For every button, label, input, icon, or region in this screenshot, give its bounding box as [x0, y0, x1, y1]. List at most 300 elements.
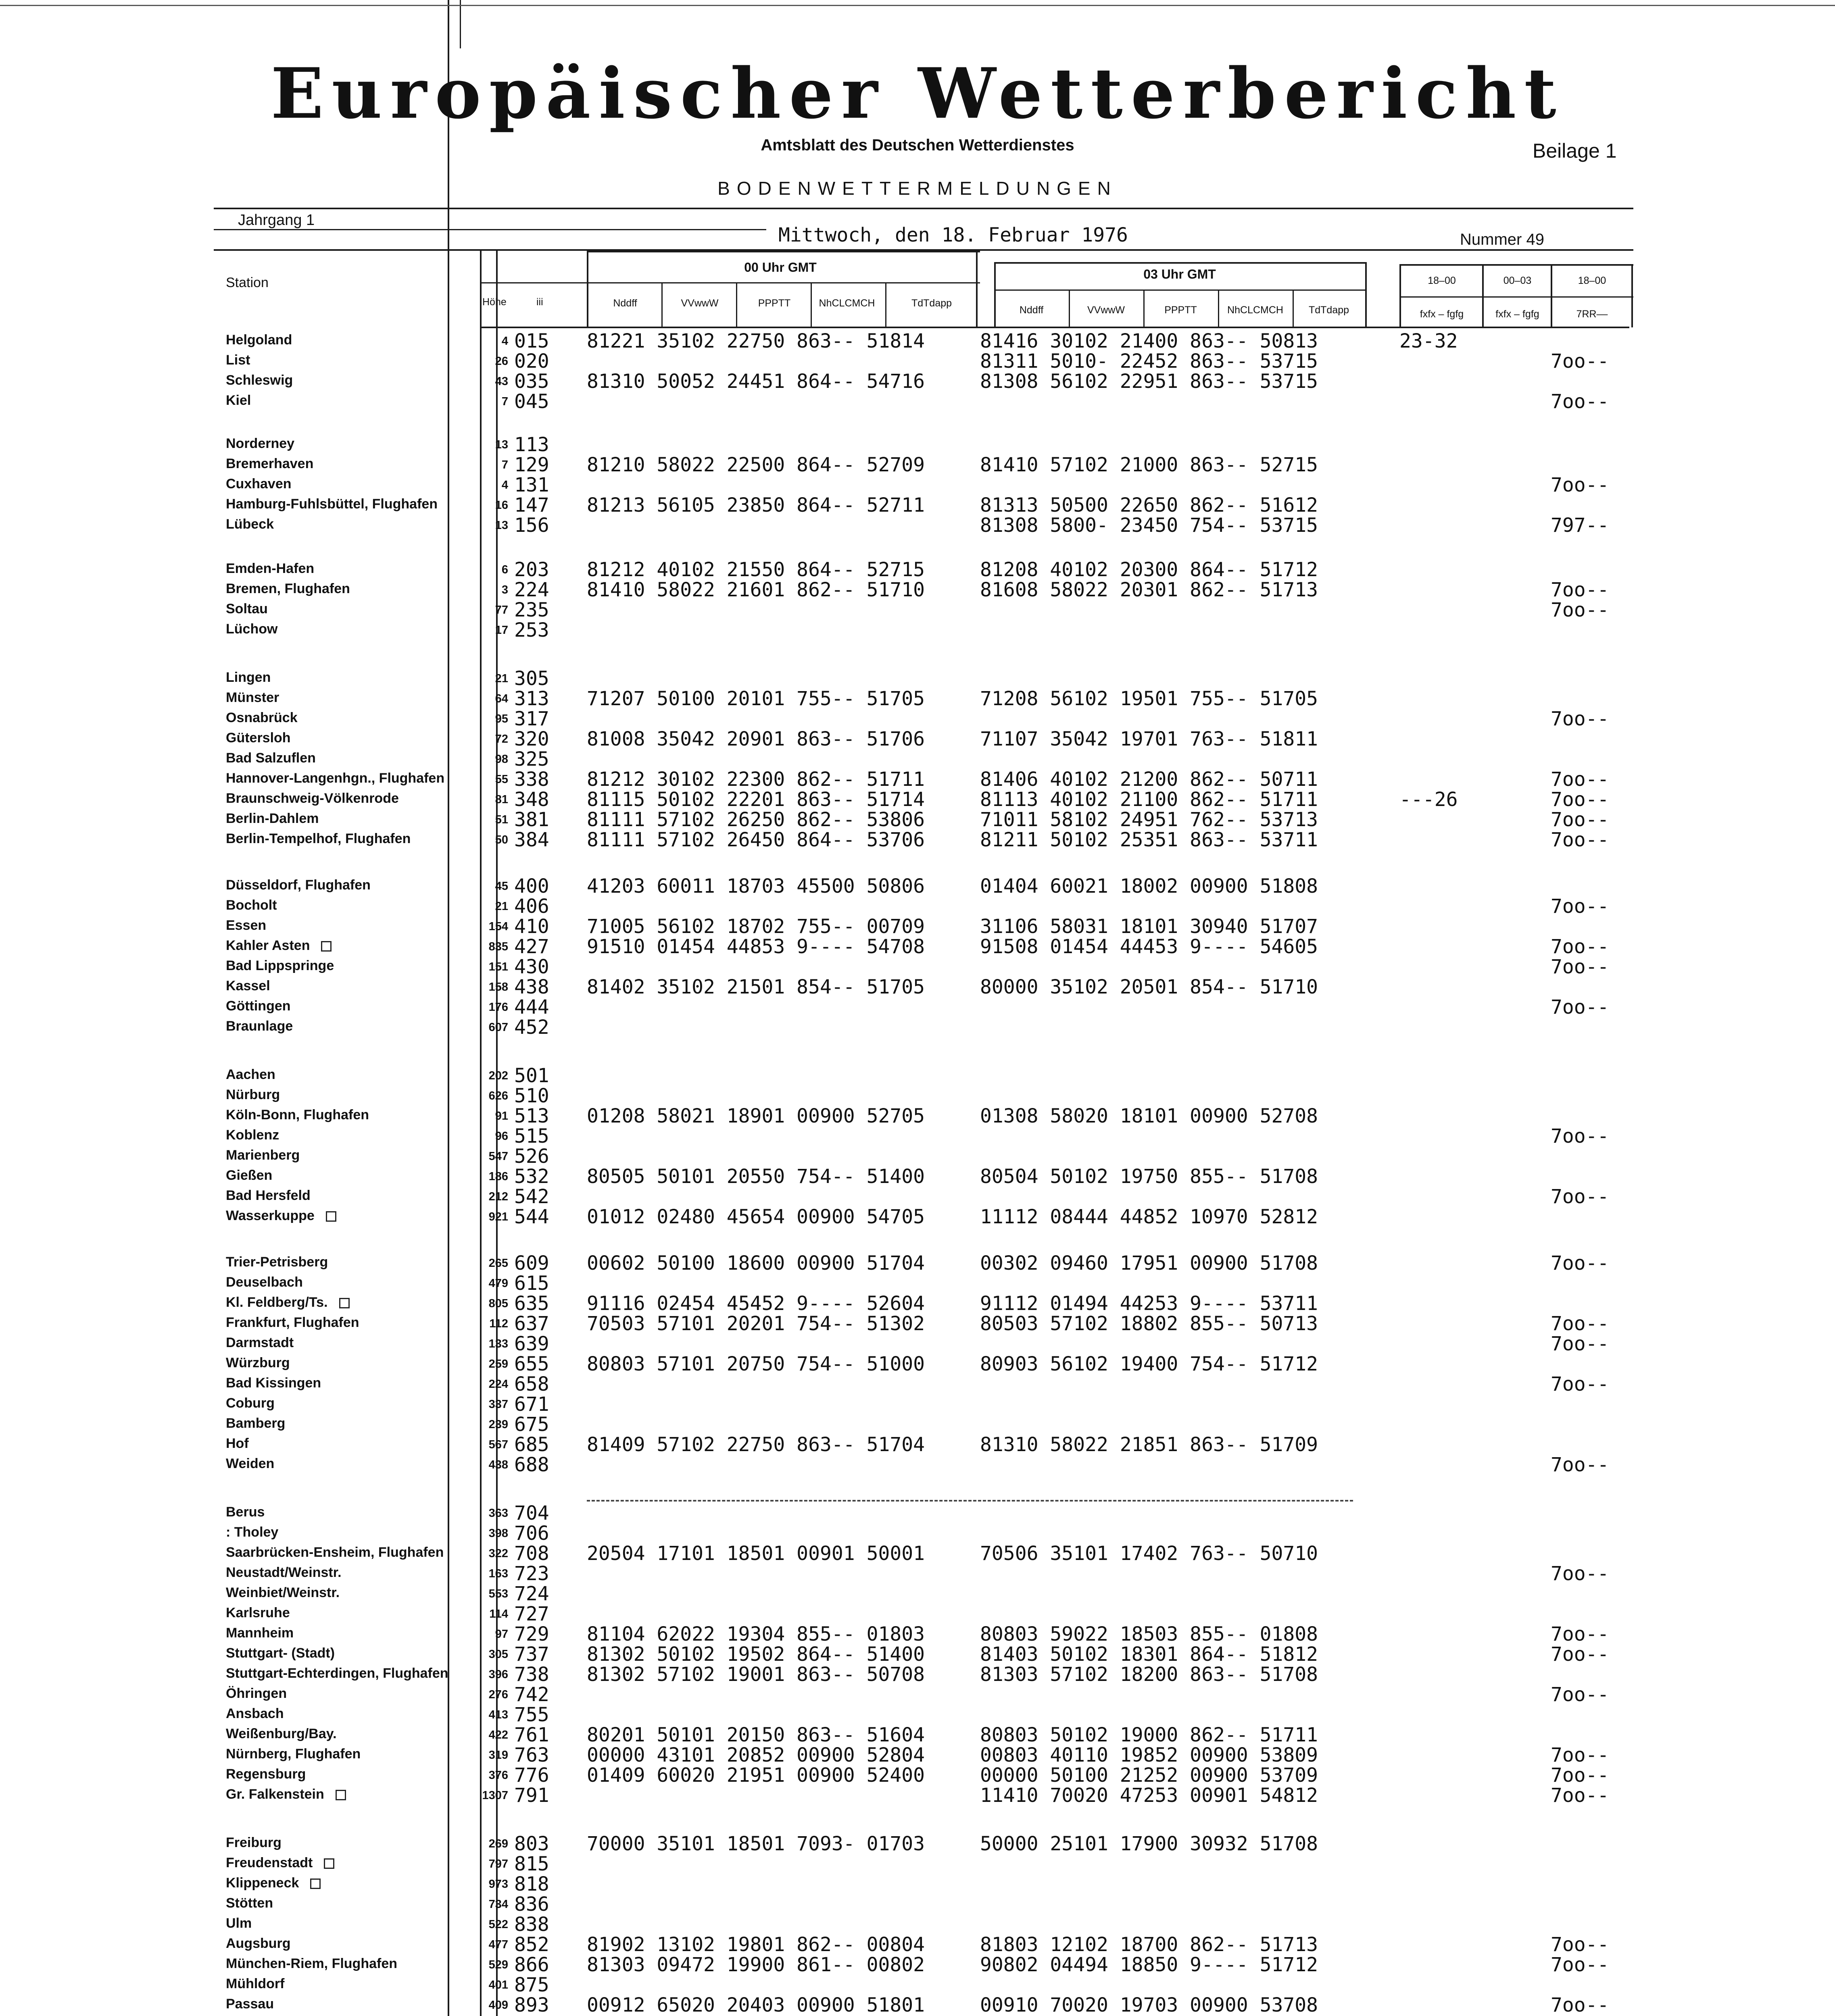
table-row	[0, 1873, 1835, 1894]
station-number: 235	[514, 599, 549, 621]
station-name: Frankfurt, Flughafen	[226, 1315, 359, 1330]
table-row	[0, 687, 1835, 708]
obs-00-utc: 81409 57102 22750 863-- 51704	[587, 1433, 925, 1456]
obs-03-utc: 80803 59022 18503 855-- 01808	[980, 1623, 1318, 1645]
obs-03-utc: 70506 35101 17402 763-- 50710	[980, 1542, 1318, 1565]
header-rule	[214, 229, 766, 230]
station-name: Lingen	[226, 670, 271, 685]
obs-00-utc: 71207 50100 20101 755-- 51705	[587, 687, 925, 710]
station-number: 838	[514, 1913, 549, 1936]
station-elevation: 186	[488, 1170, 508, 1183]
station-name-cell	[226, 516, 274, 532]
obs-00-utc: 41203 60011 18703 45500 50806	[587, 875, 925, 898]
table-row	[0, 1145, 1835, 1166]
station-elevation: 413	[488, 1708, 508, 1721]
station-name: Gießen	[226, 1168, 273, 1183]
table-row	[0, 1105, 1835, 1126]
precip-18-00: 7oo--	[1551, 1312, 1609, 1335]
empty-square-icon	[310, 1879, 321, 1889]
station-name: Bremen, Flughafen	[226, 581, 350, 596]
table-row	[0, 1522, 1835, 1543]
station-number: 501	[514, 1064, 549, 1087]
station-name: Ulm	[226, 1916, 252, 1931]
station-name-cell	[226, 1335, 294, 1351]
station-number: 045	[514, 390, 549, 413]
station-elevation: 396	[488, 1668, 508, 1681]
obs-00-utc: 20504 17101 18501 00901 50001	[587, 1542, 925, 1565]
station-name: Mannheim	[226, 1625, 294, 1641]
dashed-separator	[587, 1500, 1353, 1502]
station-elevation: 398	[488, 1527, 508, 1540]
station-elevation: 4	[501, 335, 508, 348]
col-tdtdapp: TdTdapp	[911, 298, 952, 309]
column-rule	[661, 282, 663, 327]
station-name: Klippeneck	[226, 1875, 299, 1891]
gust-18-00: ---26	[1399, 788, 1458, 811]
station-name-cell	[226, 1956, 397, 1972]
station-elevation: 3	[501, 583, 508, 596]
station-elevation: 64	[495, 692, 508, 705]
station-name-cell	[226, 1895, 273, 1911]
precip-18-00: 7oo--	[1551, 1784, 1609, 1807]
station-elevation: 7	[501, 458, 508, 471]
station-number: 444	[514, 996, 549, 1018]
table-row	[0, 1913, 1835, 1934]
col-nhclcmch: NhCLCMCH	[819, 298, 875, 309]
station-name-cell	[226, 561, 314, 577]
station-number: 708	[514, 1542, 549, 1565]
station-name: Kl. Feldberg/Ts.	[226, 1295, 328, 1310]
station-number: 803	[514, 1833, 549, 1855]
station-number: 671	[514, 1393, 549, 1416]
section-title: BODENWETTERMELDUNGEN	[717, 178, 1118, 199]
table-row	[0, 1542, 1835, 1563]
station-elevation: 212	[488, 1190, 508, 1203]
obs-00-utc: 80803 57101 20750 754-- 51000	[587, 1353, 925, 1375]
obs-03-utc: 81303 57102 18200 863-- 51708	[980, 1663, 1318, 1686]
table-row	[0, 895, 1835, 916]
station-elevation: 224	[488, 1378, 508, 1391]
station-name-cell	[226, 1686, 287, 1702]
obs-03-utc: 90802 04494 18850 9---- 51712	[980, 1954, 1318, 1976]
precip-18-00: 7oo--	[1551, 1185, 1609, 1208]
station-name-cell	[226, 373, 293, 388]
station-name-cell	[226, 811, 319, 827]
station-elevation: 567	[488, 1438, 508, 1451]
station-name: Schleswig	[226, 373, 293, 388]
station-column-header: Station	[226, 275, 269, 290]
station-number: 658	[514, 1373, 549, 1395]
station-elevation: 337	[488, 1398, 508, 1411]
station-name-cell	[226, 1835, 282, 1851]
station-name: Norderney	[226, 436, 295, 451]
station-name: Kahler Asten	[226, 938, 310, 953]
station-elevation: 151	[488, 960, 508, 973]
precip-18-00: 7oo--	[1551, 935, 1609, 958]
obs-00-utc: 01409 60020 21951 00900 52400	[587, 1764, 925, 1787]
station-name: Hannover-Langenhgn., Flughafen	[226, 771, 445, 786]
station-elevation: 96	[495, 1130, 508, 1143]
station-elevation: 6	[501, 563, 508, 576]
gust-18-00: 23-32	[1399, 330, 1458, 352]
table-row	[0, 1704, 1835, 1724]
precip-18-00: 7oo--	[1551, 1643, 1609, 1666]
table-row	[0, 1413, 1835, 1434]
page-title: Europäischer Wetterbericht	[271, 52, 1564, 134]
station-name: Mühldorf	[226, 1976, 285, 1991]
station-name-cell	[226, 1436, 249, 1452]
station-number: 203	[514, 558, 549, 581]
station-elevation: 265	[488, 1257, 508, 1270]
station-name-cell	[226, 1916, 252, 1931]
station-number: 015	[514, 330, 549, 352]
station-name-cell	[226, 476, 292, 492]
station-name-cell	[226, 601, 268, 617]
station-name: Saarbrücken-Ensheim, Flughafen	[226, 1545, 444, 1560]
station-name: Kassel	[226, 978, 270, 993]
station-elevation: 114	[489, 1608, 508, 1620]
table-row	[0, 1562, 1835, 1583]
station-number: 320	[514, 728, 549, 750]
station-number: 836	[514, 1893, 549, 1916]
obs-00-utc: 91510 01454 44853 9---- 54708	[587, 935, 925, 958]
station-elevation: 973	[488, 1878, 508, 1891]
table-row	[0, 514, 1835, 535]
precip-18-00: 7oo--	[1551, 1562, 1609, 1585]
station-number: 635	[514, 1292, 549, 1315]
precip-18-00: 7oo--	[1551, 1764, 1609, 1787]
col-18-00-a-sub: fxfx – fgfg	[1420, 308, 1464, 320]
margin-rule	[460, 0, 461, 48]
station-elevation: 91	[495, 1110, 508, 1123]
station-name-cell	[226, 958, 334, 974]
station-name: Passau	[226, 1996, 274, 2012]
station-name-cell	[226, 1766, 306, 1782]
obs-03-utc: 81310 58022 21851 863-- 51709	[980, 1433, 1318, 1456]
station-number: 688	[514, 1454, 549, 1476]
column-rule	[1551, 264, 1552, 327]
station-number: 513	[514, 1105, 549, 1127]
obs-00-utc: 71005 56102 18702 755-- 00709	[587, 915, 925, 938]
station-number: 156	[514, 514, 549, 537]
empty-square-icon	[324, 1858, 334, 1869]
table-row	[0, 1583, 1835, 1604]
obs-03-utc: 11410 70020 47253 00901 54812	[980, 1784, 1318, 1807]
table-row	[0, 1603, 1835, 1624]
station-number: 020	[514, 350, 549, 373]
station-name-cell	[226, 1456, 274, 1472]
table-row	[0, 454, 1835, 475]
obs-00-utc: 70503 57101 20201 754-- 51302	[587, 1312, 925, 1335]
station-number: 655	[514, 1353, 549, 1375]
station-number: 224	[514, 579, 549, 601]
station-elevation: 50	[495, 833, 508, 846]
column-rule	[1218, 289, 1219, 327]
station-name-cell	[226, 1208, 336, 1224]
station-number: 430	[514, 956, 549, 978]
table-row	[0, 976, 1835, 997]
station-elevation: 363	[488, 1507, 508, 1520]
station-elevation: 547	[488, 1150, 508, 1163]
col-tdtdapp-03: TdTdapp	[1308, 304, 1349, 316]
obs-00-utc: 81221 35102 22750 863-- 51814	[587, 330, 925, 352]
col-18-00-b: 18–00	[1578, 275, 1606, 286]
station-name-cell	[226, 1565, 342, 1581]
hoehe-column-header: Höhe	[482, 296, 507, 308]
station-name: Aachen	[226, 1067, 275, 1082]
station-name-cell	[226, 1936, 291, 1951]
table-row	[0, 748, 1835, 769]
station-name: Gütersloh	[226, 730, 291, 746]
precip-18-00: 7oo--	[1551, 956, 1609, 978]
obs-03-utc: 81608 58022 20301 862-- 51713	[980, 579, 1318, 601]
station-elevation: 72	[495, 733, 508, 746]
obs-03-utc: 11112 08444 44852 10970 52812	[980, 1206, 1318, 1228]
station-elevation: 133	[488, 1337, 508, 1350]
station-name: Freudenstadt	[226, 1855, 313, 1870]
station-name-cell	[226, 1295, 350, 1310]
station-name-cell	[226, 1666, 448, 1681]
station-name: Coburg	[226, 1395, 275, 1411]
station-elevation: 438	[488, 1458, 508, 1471]
station-name: Braunlage	[226, 1018, 293, 1034]
obs-03-utc: 80503 57102 18802 855-- 50713	[980, 1312, 1318, 1335]
obs-03-utc: 71011 58102 24951 762-- 53713	[980, 808, 1318, 831]
obs-03-utc: 80000 35102 20501 854-- 51710	[980, 976, 1318, 998]
obs-03-utc: 50000 25101 17900 30932 51708	[980, 1833, 1318, 1855]
station-elevation: 259	[488, 1358, 508, 1370]
station-name: Lüchow	[226, 621, 278, 637]
table-row	[0, 330, 1835, 351]
station-elevation: 921	[488, 1210, 508, 1223]
station-name: List	[226, 352, 250, 368]
station-name-cell	[226, 1127, 279, 1143]
station-name-cell	[226, 1645, 335, 1661]
page-subtitle: Amtsblatt des Deutschen Wetterdienstes	[761, 136, 1074, 154]
station-name: Wasserkuppe	[226, 1208, 315, 1223]
table-row	[0, 1085, 1835, 1106]
table-row	[0, 996, 1835, 1017]
obs-03-utc: 81211 50102 25351 863-- 53711	[980, 829, 1318, 851]
station-name: Soltau	[226, 601, 268, 616]
station-name: Bad Lippspringe	[226, 958, 334, 973]
obs-03-utc: 01404 60021 18002 00900 51808	[980, 875, 1318, 898]
station-elevation: 239	[488, 1418, 508, 1431]
station-name-cell	[226, 1875, 321, 1891]
station-number: 510	[514, 1085, 549, 1107]
table-row	[0, 1165, 1835, 1186]
table-row	[0, 1744, 1835, 1765]
obs-00-utc: 81303 09472 19900 861-- 00802	[587, 1954, 925, 1976]
station-elevation: 409	[488, 1999, 508, 2012]
station-elevation: 529	[488, 1958, 508, 1971]
empty-square-icon	[339, 1298, 350, 1308]
table-row	[0, 1833, 1835, 1854]
station-name: Stuttgart-Echterdingen, Flughafen	[226, 1666, 448, 1681]
station-number: 852	[514, 1933, 549, 1956]
station-number: 704	[514, 1502, 549, 1524]
station-number: 400	[514, 875, 549, 898]
obs-03-utc: 00803 40110 19852 00900 53809	[980, 1744, 1318, 1766]
station-elevation: 269	[488, 1837, 508, 1850]
station-name: Essen	[226, 918, 267, 933]
obs-00-utc: 81104 62022 19304 855-- 01803	[587, 1623, 925, 1645]
station-name: Bocholt	[226, 898, 277, 913]
station-elevation: 202	[488, 1069, 508, 1082]
station-name-cell	[226, 1625, 294, 1641]
station-number: 384	[514, 829, 549, 851]
station-name-cell	[226, 998, 291, 1014]
station-elevation: 626	[488, 1089, 508, 1102]
station-name-cell	[226, 581, 350, 597]
table-row	[0, 1683, 1835, 1704]
table-row	[0, 1125, 1835, 1146]
station-number: 815	[514, 1853, 549, 1875]
station-name-cell	[226, 1275, 303, 1290]
precip-18-00: 7oo--	[1551, 474, 1609, 496]
station-name: Ansbach	[226, 1706, 284, 1721]
station-elevation: 43	[495, 375, 508, 388]
station-name: Deuselbach	[226, 1275, 303, 1290]
table-row	[0, 829, 1835, 850]
column-rule	[811, 282, 812, 327]
header-rule	[480, 327, 1629, 328]
station-name-cell	[226, 918, 266, 933]
station-name-cell	[226, 750, 316, 766]
header-rule	[994, 289, 1365, 291]
station-name-cell	[226, 1375, 321, 1391]
station-name-cell	[226, 1018, 293, 1034]
column-rule	[1631, 264, 1633, 327]
column-rule	[1399, 264, 1401, 327]
table-row	[0, 915, 1835, 936]
station-elevation: 322	[488, 1547, 508, 1560]
station-name-cell	[226, 1188, 311, 1204]
station-name-cell	[226, 496, 438, 512]
station-name: Regensburg	[226, 1766, 306, 1782]
table-row	[0, 1064, 1835, 1085]
station-name: Emden-Hafen	[226, 561, 315, 576]
station-elevation: 13	[495, 438, 508, 451]
station-elevation: 4	[501, 479, 508, 492]
col-nddff: Nddff	[613, 298, 637, 309]
column-rule	[1143, 289, 1145, 327]
precip-18-00: 7oo--	[1551, 708, 1609, 730]
station-elevation: 112	[489, 1317, 508, 1330]
obs-00-utc: 81402 35102 21501 854-- 51705	[587, 976, 925, 998]
station-number: 338	[514, 768, 549, 791]
table-row	[0, 494, 1835, 515]
obs-03-utc: 81406 40102 21200 862-- 50711	[980, 768, 1318, 791]
obs-03-utc: 01308 58020 18101 00900 52708	[980, 1105, 1318, 1127]
station-number: 406	[514, 895, 549, 918]
station-name-cell	[226, 1148, 300, 1163]
station-number: 724	[514, 1583, 549, 1605]
table-row	[0, 1252, 1835, 1273]
obs-03-utc: 91508 01454 44453 9---- 54605	[980, 935, 1318, 958]
station-name-cell	[226, 690, 279, 706]
table-row	[0, 1353, 1835, 1374]
table-row	[0, 1623, 1835, 1644]
table-row	[0, 1764, 1835, 1785]
obs-03-utc: 00910 70020 19703 00900 53708	[980, 1994, 1318, 2016]
station-number: 761	[514, 1724, 549, 1746]
obs-00-utc: 80201 50101 20150 863-- 51604	[587, 1724, 925, 1746]
station-number: 729	[514, 1623, 549, 1645]
obs-03-utc: 31106 58031 18101 30940 51707	[980, 915, 1318, 938]
station-name-cell	[226, 791, 399, 806]
precip-18-00: 797--	[1551, 514, 1609, 537]
station-elevation: 319	[488, 1749, 508, 1762]
obs-03-utc: 81416 30102 21400 863-- 50813	[980, 330, 1318, 352]
station-name: Trier-Petrisberg	[226, 1254, 328, 1270]
station-number: 685	[514, 1433, 549, 1456]
precip-18-00: 7oo--	[1551, 768, 1609, 791]
table-row	[0, 1454, 1835, 1475]
station-number: 317	[514, 708, 549, 730]
station-name-cell	[226, 436, 294, 452]
station-name: Bremerhaven	[226, 456, 314, 471]
station-elevation: 98	[495, 753, 508, 766]
col-nhclcmch-03: NhCLCMCH	[1227, 304, 1283, 316]
precip-18-00: 7oo--	[1551, 996, 1609, 1018]
obs-00-utc: 81111 57102 26450 864-- 53706	[587, 829, 925, 851]
obs-00-utc: 00602 50100 18600 00900 51704	[587, 1252, 925, 1275]
station-name: Neustadt/Weinstr.	[226, 1565, 342, 1580]
station-number: 615	[514, 1272, 549, 1295]
station-name-cell	[226, 1107, 369, 1123]
station-number: 706	[514, 1522, 549, 1545]
station-number: 818	[514, 1873, 549, 1895]
obs-00-utc: 81310 50052 24451 864-- 54716	[587, 370, 925, 393]
col-vvwww: VVwwW	[681, 298, 719, 309]
station-number: 313	[514, 687, 549, 710]
table-row	[0, 370, 1835, 391]
station-elevation: 55	[495, 773, 508, 786]
station-elevation: 553	[488, 1587, 508, 1600]
obs-00-utc: 81302 57102 19001 863-- 50708	[587, 1663, 925, 1686]
obs-03-utc: 81403 50102 18301 864-- 51812	[980, 1643, 1318, 1666]
station-name: Bad Kissingen	[226, 1375, 321, 1391]
station-elevation: 21	[495, 672, 508, 685]
table-row	[0, 1933, 1835, 1954]
supplement-label: Beilage 1	[1533, 140, 1617, 162]
table-row	[0, 1333, 1835, 1354]
precip-18-00: 7oo--	[1551, 1744, 1609, 1766]
col-ppptt: PPPTT	[758, 298, 791, 309]
station-name: Berlin-Tempelhof, Flughafen	[226, 831, 411, 846]
station-name-cell	[226, 978, 270, 994]
table-row	[0, 433, 1835, 454]
station-name: Braunschweig-Völkenrode	[226, 791, 399, 806]
obs-03-utc: 91112 01494 44253 9---- 53711	[980, 1292, 1318, 1315]
station-name: Lübeck	[226, 516, 274, 532]
station-elevation: 805	[488, 1297, 508, 1310]
obs-00-utc: 81213 56105 23850 864-- 52711	[587, 494, 925, 516]
station-number: 866	[514, 1954, 549, 1976]
table-row	[0, 390, 1835, 411]
station-name: Hof	[226, 1436, 249, 1451]
table-row	[0, 1272, 1835, 1293]
station-number: 763	[514, 1744, 549, 1766]
station-number: 325	[514, 748, 549, 771]
table-row	[0, 875, 1835, 896]
precip-18-00: 7oo--	[1551, 350, 1609, 373]
table-row	[0, 1784, 1835, 1805]
station-number: 542	[514, 1185, 549, 1208]
table-row	[0, 1853, 1835, 1874]
station-elevation: 401	[488, 1979, 508, 1991]
